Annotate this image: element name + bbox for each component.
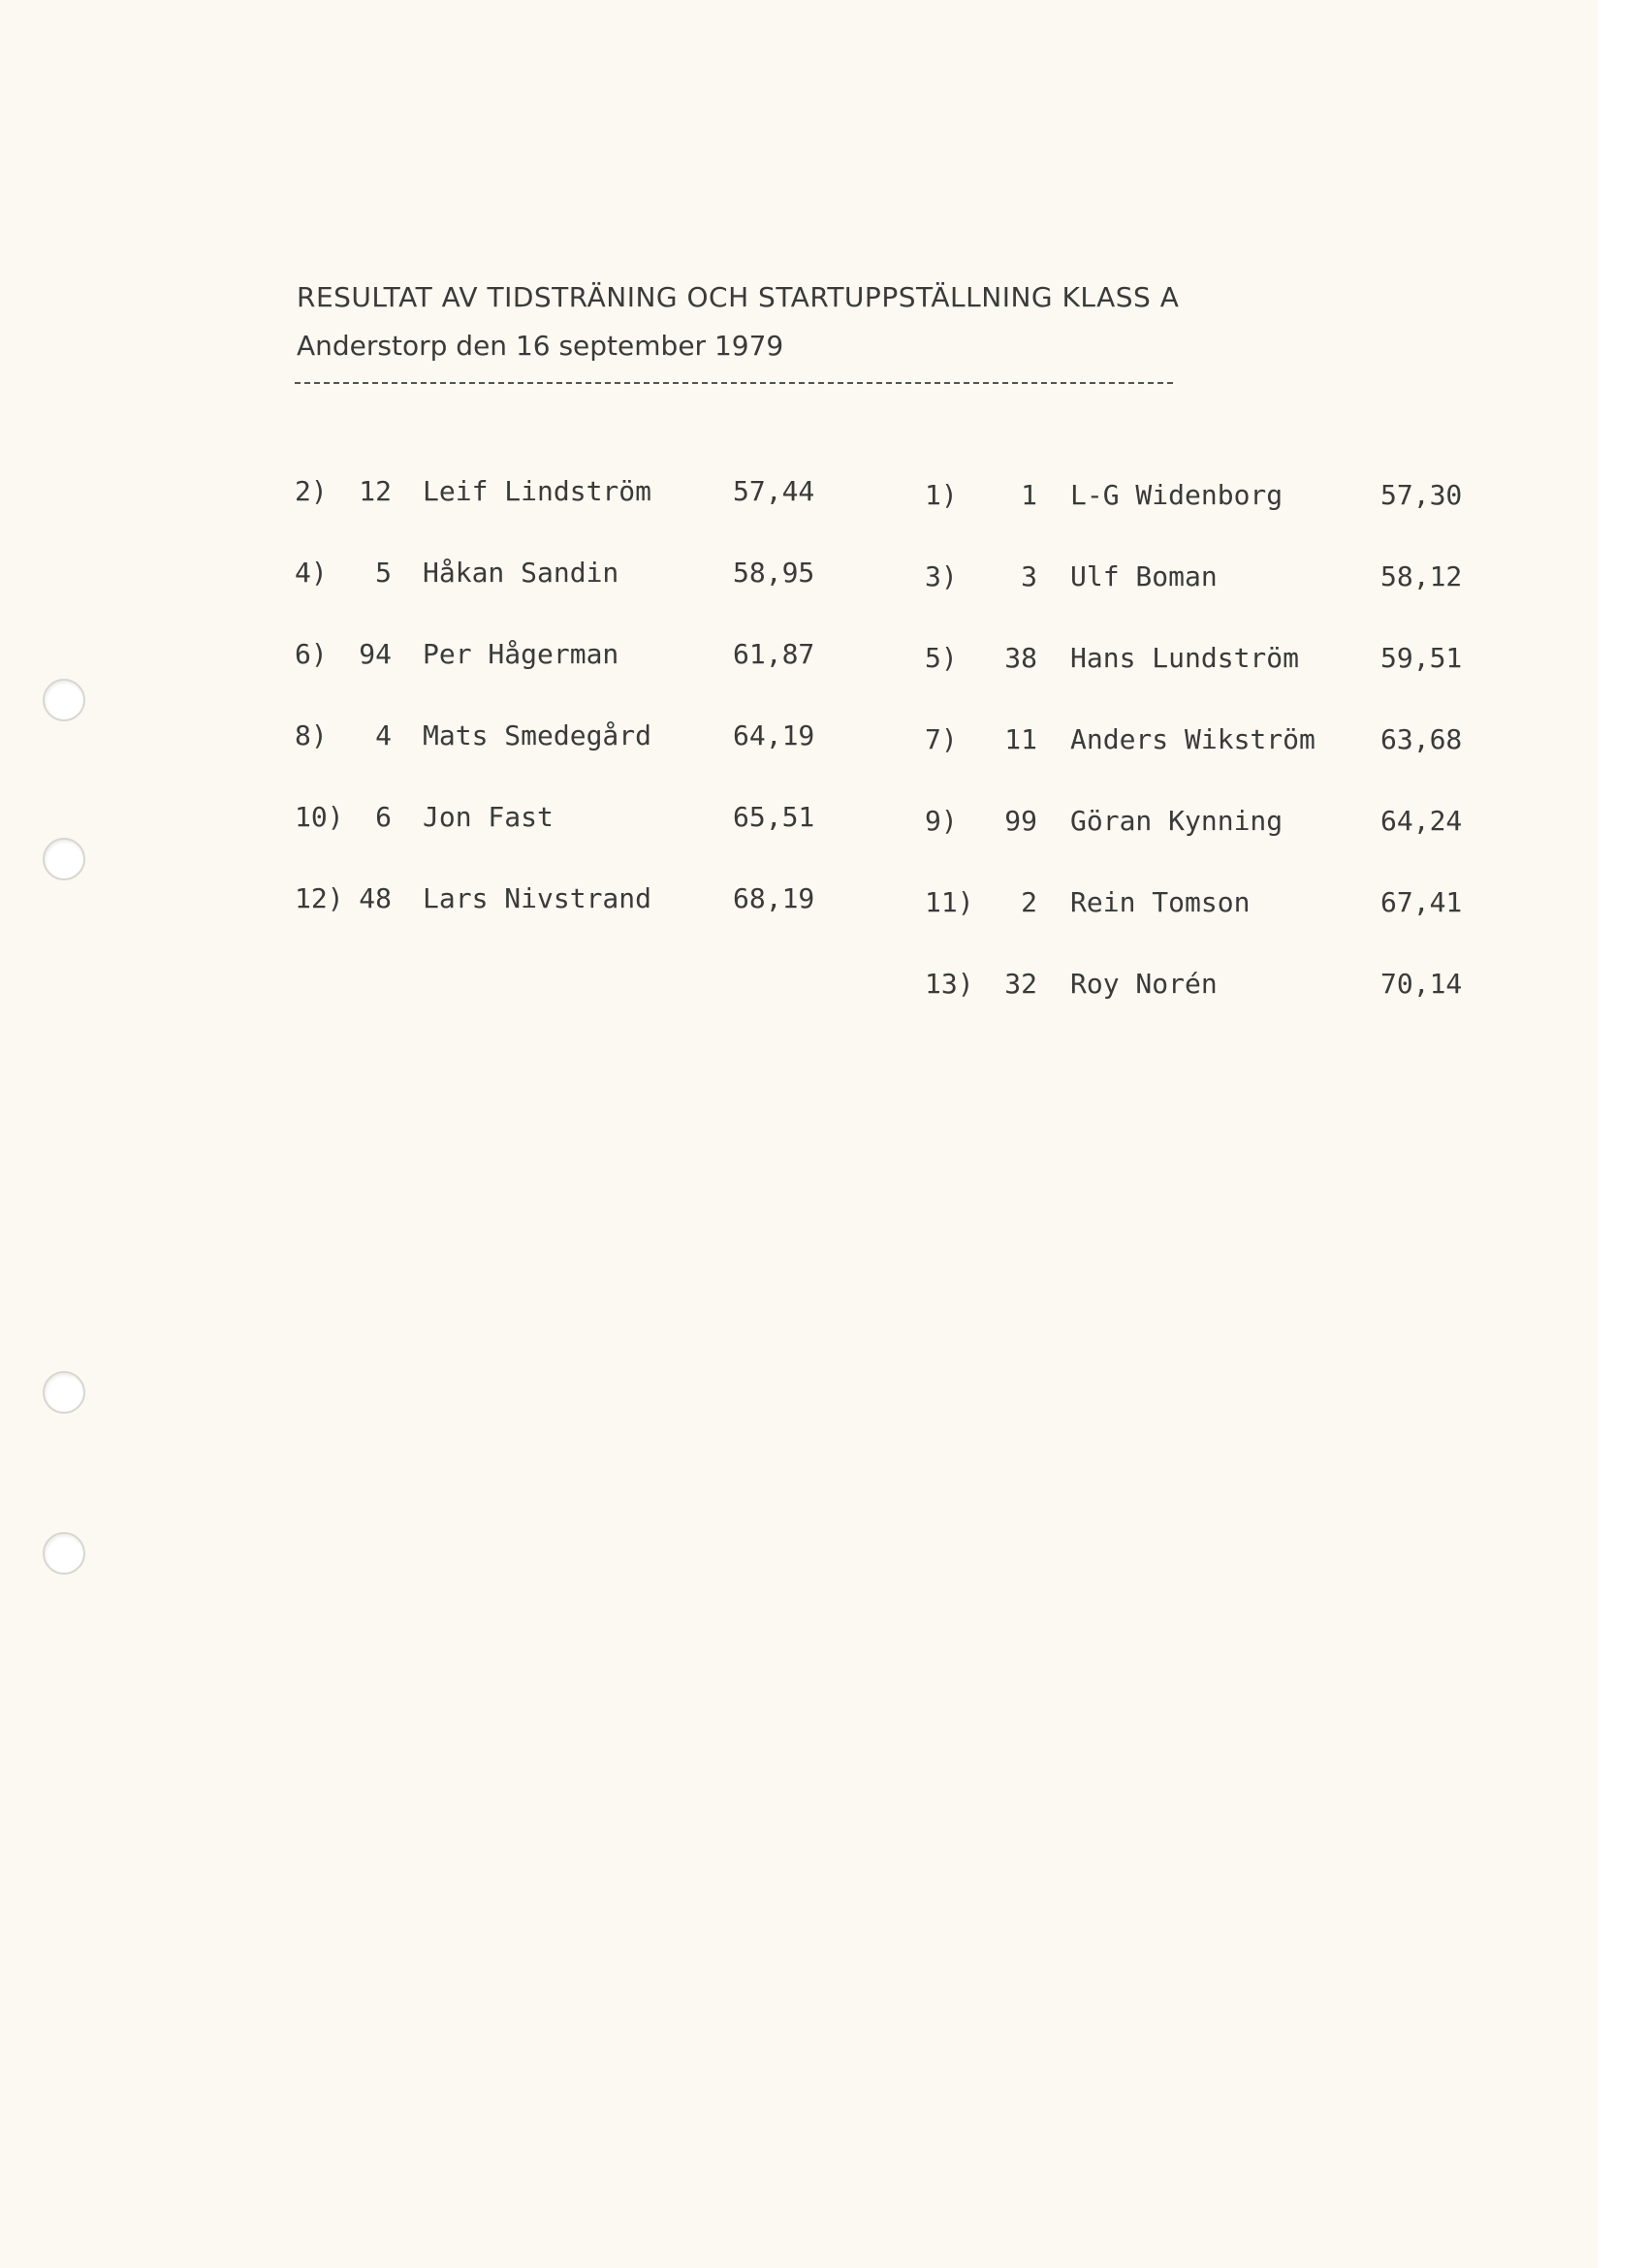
position-label: 11) [925, 886, 974, 918]
lap-time: 64,24 [1380, 805, 1463, 837]
driver-name: Rein Tomson [1070, 886, 1251, 918]
car-number: 38 [1004, 642, 1037, 674]
position-label: 5) [925, 642, 958, 674]
result-row [925, 560, 1468, 599]
document-subtitle: Anderstorp den 16 september 1979 [297, 330, 784, 362]
result-row [295, 475, 838, 514]
punch-hole [43, 1532, 85, 1575]
punch-hole [43, 838, 85, 880]
driver-name: Jon Fast [423, 801, 554, 833]
driver-name: Anders Wikström [1070, 723, 1315, 755]
result-row [295, 882, 838, 921]
lap-time: 58,12 [1380, 560, 1463, 592]
lap-time: 57,44 [733, 475, 815, 507]
driver-name: Håkan Sandin [423, 557, 619, 589]
result-row [925, 886, 1468, 925]
position-label: 12) [295, 882, 344, 914]
title-underline [295, 382, 1173, 384]
position-label: 8) [295, 719, 328, 751]
scan-edge [1598, 0, 1648, 2268]
position-label: 2) [295, 475, 328, 507]
driver-name: Ulf Boman [1070, 560, 1218, 592]
driver-name: Mats Smedegård [423, 719, 652, 751]
lap-time: 57,30 [1380, 479, 1463, 511]
punch-hole [43, 679, 85, 721]
document-title: RESULTAT AV TIDSTRÄNING OCH STARTUPPSTÄLLNING KLASS A [297, 281, 1180, 313]
position-label: 9) [925, 805, 958, 837]
driver-name: Hans Lundström [1070, 642, 1300, 674]
lap-time: 65,51 [733, 801, 815, 833]
car-number: 48 [359, 882, 392, 914]
car-number: 32 [1004, 968, 1037, 1000]
result-row [925, 805, 1468, 844]
driver-name: Göran Kynning [1070, 805, 1284, 837]
lap-time: 58,95 [733, 557, 815, 589]
result-row [295, 638, 838, 677]
lap-time: 61,87 [733, 638, 815, 670]
result-row [925, 479, 1468, 518]
driver-name: Per Hågerman [423, 638, 619, 670]
lap-time: 64,19 [733, 719, 815, 751]
position-label: 6) [295, 638, 328, 670]
position-label: 13) [925, 968, 974, 1000]
lap-time: 70,14 [1380, 968, 1463, 1000]
lap-time: 67,41 [1380, 886, 1463, 918]
punch-hole [43, 1371, 85, 1414]
position-label: 3) [925, 560, 958, 592]
result-row [295, 801, 838, 840]
lap-time: 63,68 [1380, 723, 1463, 755]
lap-time: 59,51 [1380, 642, 1463, 674]
result-row [925, 642, 1468, 681]
driver-name: Lars Nivstrand [423, 882, 652, 914]
car-number: 12 [359, 475, 392, 507]
car-number: 5 [375, 557, 392, 589]
result-row [925, 723, 1468, 762]
position-label: 1) [925, 479, 958, 511]
car-number: 6 [375, 801, 392, 833]
result-row [295, 557, 838, 595]
driver-name: L-G Widenborg [1070, 479, 1284, 511]
driver-name: Roy Norén [1070, 968, 1218, 1000]
result-row [925, 968, 1468, 1006]
car-number: 1 [1021, 479, 1037, 511]
position-label: 4) [295, 557, 328, 589]
result-row [295, 719, 838, 758]
car-number: 99 [1004, 805, 1037, 837]
car-number: 11 [1004, 723, 1037, 755]
car-number: 4 [375, 719, 392, 751]
lap-time: 68,19 [733, 882, 815, 914]
car-number: 2 [1021, 886, 1037, 918]
position-label: 10) [295, 801, 344, 833]
position-label: 7) [925, 723, 958, 755]
car-number: 3 [1021, 560, 1037, 592]
driver-name: Leif Lindström [423, 475, 652, 507]
car-number: 94 [359, 638, 392, 670]
